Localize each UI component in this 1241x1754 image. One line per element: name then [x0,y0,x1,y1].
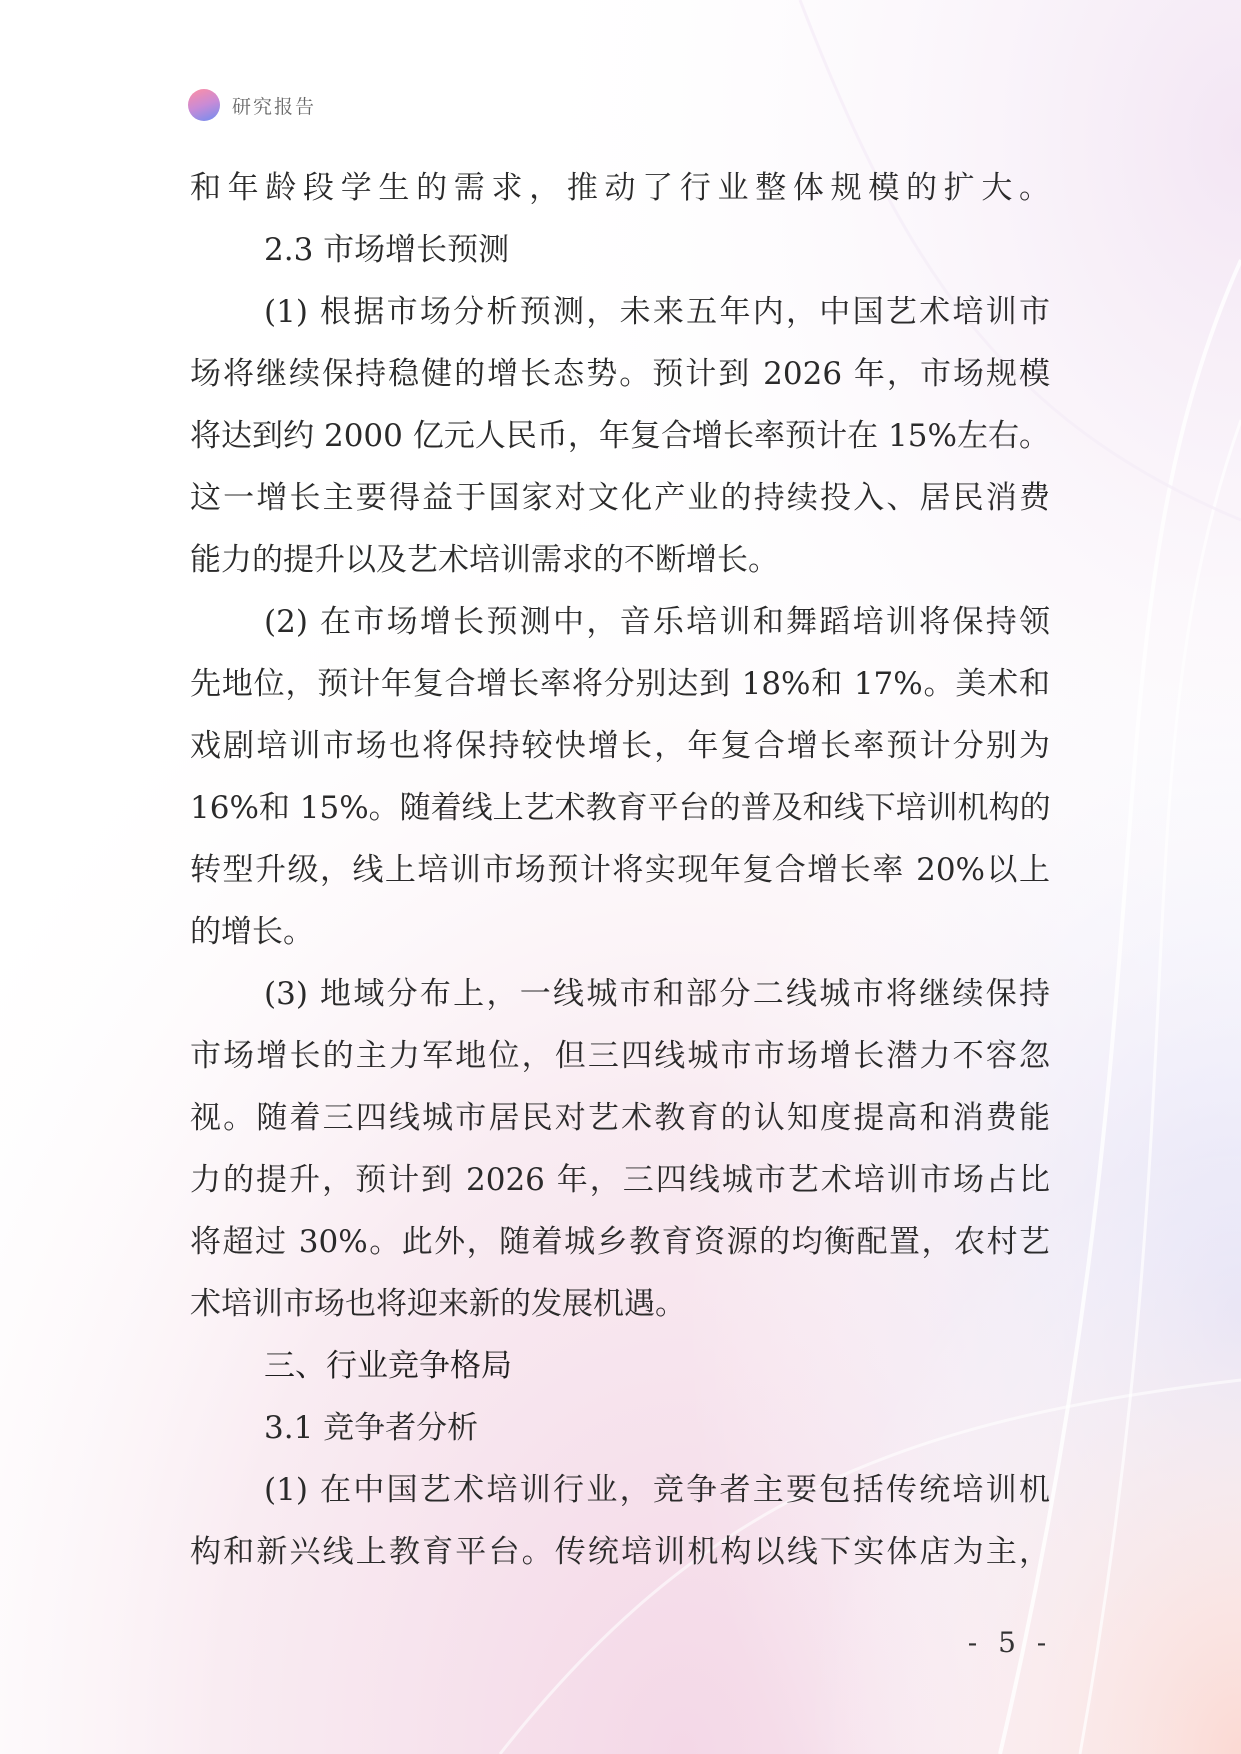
text-line: 将超过 30%。此外，随着城乡教育资源的均衡配置，农村艺 [190,1224,1050,1260]
section-heading-3-1: 3.1 竞争者分析 [264,1410,479,1446]
page-number: - 5 - [967,1626,1053,1659]
report-logo-icon [188,89,220,121]
text-line: 这一增长主要得益于国家对文化产业的持续投入、居民消费 [190,480,1050,516]
section-heading-2-3: 2.3 市场增长预测 [264,232,510,268]
text-line: 先地位，预计年复合增长率将分别达到 18%和 17%。美术和 [190,666,1050,702]
text-line: (1) 在中国艺术培训行业，竞争者主要包括传统培训机 [264,1472,1050,1508]
text-line: 力的提升，预计到 2026 年，三四线城市艺术培训市场占比 [190,1162,1050,1198]
text-line: 16%和 15%。随着线上艺术教育平台的普及和线下培训机构的 [190,790,1051,826]
text-line: 术培训市场也将迎来新的发展机遇。 [190,1286,686,1322]
text-line: 转型升级，线上培训市场预计将实现年复合增长率 20%以上 [190,852,1050,888]
report-header [188,88,316,122]
document-body [190,157,1050,1583]
text-line: (3) 地域分布上，一线城市和部分二线城市将继续保持 [264,976,1050,1012]
text-line: 市场增长的主力军地位，但三四线城市市场增长潜力不容忽 [190,1038,1050,1074]
text-line: 将达到约 2000 亿元人民币，年复合增长率预计在 15%左右。 [190,418,1050,454]
text-line: (1) 根据市场分析预测，未来五年内，中国艺术培训市 [264,294,1050,330]
text-line: 场将继续保持稳健的增长态势。预计到 2026 年，市场规模 [190,356,1050,392]
text-line: 的增长。 [190,914,314,950]
text-line: 戏剧培训市场也将保持较快增长，年复合增长率预计分别为 [190,728,1050,764]
text-line: (2) 在市场增长预测中，音乐培训和舞蹈培训将保持领 [264,604,1050,640]
text-line: 视。随着三四线城市居民对艺术教育的认知度提高和消费能 [190,1100,1050,1136]
text-line: 和年龄段学生的需求，推动了行业整体规模的扩大。 [190,170,1050,206]
text-line: 构和新兴线上教育平台。传统培训机构以线下实体店为主， [190,1534,1050,1570]
chapter-heading-3: 三、行业竞争格局 [264,1348,512,1384]
text-line: 能力的提升以及艺术培训需求的不断增长。 [190,542,779,578]
report-header-label: 研究报告 [232,95,317,118]
